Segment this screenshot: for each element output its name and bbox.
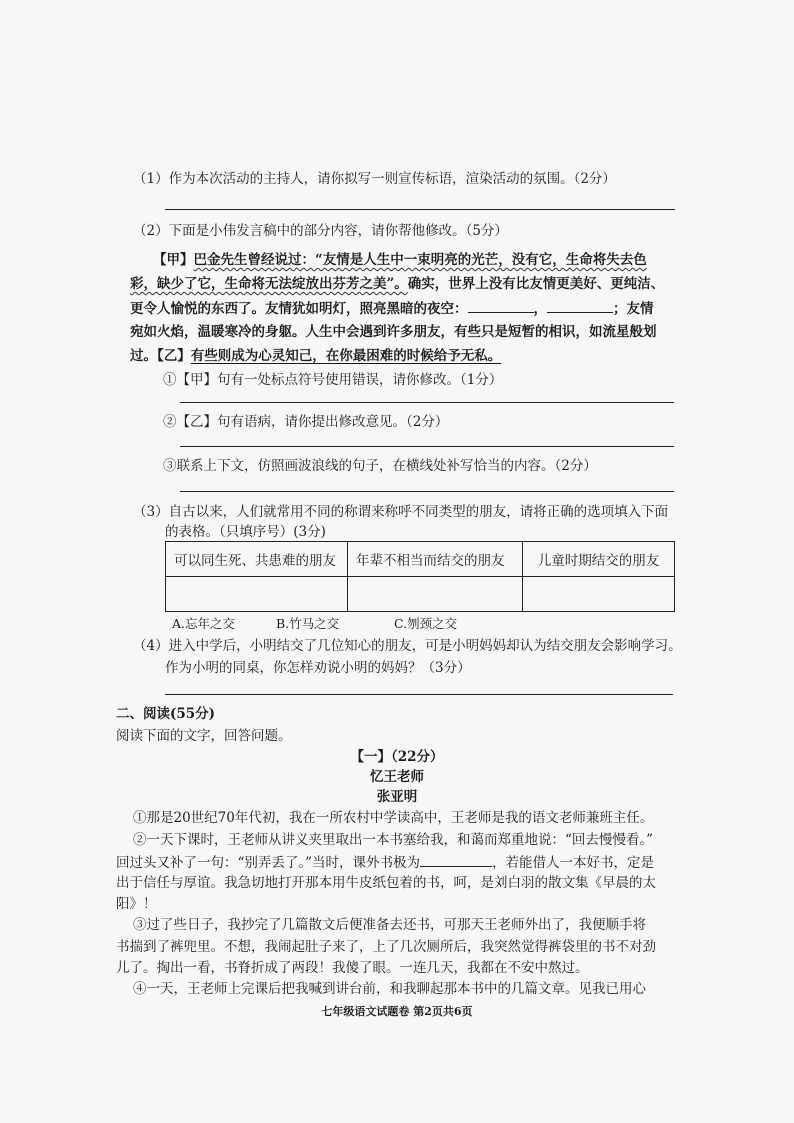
part-label: 【一】（22分）: [350, 749, 444, 765]
paragraph-2-line-1: ②一天下课时，王老师从讲义夹里取出一本书塞给我，和蔼而郑重地说：“回去慢慢看。”: [133, 832, 654, 848]
question-2: （2）下面是小伟发言稿中的部分内容，请你帮他修改。（5分）: [133, 223, 508, 239]
page-footer: 七年级语文试题卷 第2页共6页: [321, 1005, 473, 1018]
sub-question-1: ①【甲】句有一处标点符号使用错误，请你修改。（1分）: [163, 372, 503, 388]
passage-line-3: 更令人愉悦的东西了。友情犹如明灯，照亮黑暗的夜空： ， ；友情: [130, 298, 654, 319]
paragraph-3-line-3: 儿了。掏出一看，书脊折成了两段！我傻了眼。一连几天，我都在不安中熬过。: [116, 960, 589, 976]
section-heading: 二、阅读(55分): [116, 706, 216, 722]
question-3-cont: 的表格。（只填序号）(3分): [165, 524, 326, 540]
option-a: A.忘年之交: [172, 616, 236, 631]
sub-question-3: ③联系上下文，仿照画波浪线的句子，在横线处补写恰当的内容。（2分）: [163, 458, 597, 474]
underlined-sentence-yi: 有些则成为心灵知己，在你最困难的时候给予无私。: [190, 348, 502, 364]
question-1: （1）作为本次活动的主持人，请你拟写一则宣传标语，渲染活动的氛围。（2分）: [133, 171, 616, 187]
fill-blank-3[interactable]: [420, 852, 492, 867]
option-b: B.竹马之交: [276, 616, 340, 631]
paragraph-4-line-1: ④一天，王老师上完课后把我喊到讲台前，和我聊起那本书中的几篇文章。见我已用心: [133, 981, 646, 997]
question-3: （3）自古以来，人们就常用不同的称谓来称呼不同类型的朋友，请将正确的选项填入下面: [133, 504, 669, 520]
answer-line[interactable]: [180, 491, 674, 492]
table-header: 可以同生死、共患难的朋友: [166, 542, 348, 577]
paragraph-2-line-2: 回过头又补了一句：“别弄丢了。”当时，课外书极为 ，若能借人一本好书，定是: [116, 852, 654, 873]
table-header: 年辈不相当而结交的朋友: [348, 542, 523, 577]
answer-line[interactable]: [165, 209, 675, 210]
option-c: C.刎颈之交: [394, 616, 458, 631]
question-4-cont: 作为小明的同桌，你怎样劝说小明的妈妈？（3分）: [165, 660, 471, 676]
wavy-sentence: 巴金先生曾经说过：“友情是人生中一束明亮的光芒，没有它，生命将失去色: [193, 252, 647, 268]
fill-blank-1[interactable]: [468, 298, 534, 313]
article-title: 忆王老师: [370, 769, 424, 785]
paragraph-1: ①那是20世纪70年代初，我在一所农村中学读高中，王老师是我的语文老师兼班主任。: [133, 810, 654, 826]
article-author: 张亚明: [376, 789, 418, 805]
answer-line[interactable]: [165, 694, 673, 695]
answer-line[interactable]: [180, 402, 674, 403]
paragraph-2-line-4: 阳》！: [116, 896, 157, 912]
passage-line-4: 宛如火焰，温暖寒冷的身躯。人生中会遇到许多朋友，有些只是短暂的相识，如流星般划: [130, 324, 657, 340]
section-instruction: 阅读下面的文字，回答问题。: [116, 728, 292, 744]
question-4: （4）进入中学后，小明结交了几位知心的朋友，可是小明妈妈却认为结交朋友会影响学习。: [133, 638, 682, 654]
sub-question-2: ②【乙】句有语病，请你提出修改意见。（2分）: [163, 414, 449, 430]
passage-line-5: 过。【乙】有些则成为心灵知己，在你最困难的时候给予无私。: [130, 348, 502, 364]
wavy-sentence-cont: 彩，缺少了它，生命将无法绽放出芬芳之美”。: [130, 276, 408, 292]
paragraph-3-line-1: ③过了些日子，我抄完了几篇散文后便准备去还书，可那天王老师外出了，我便顺手将: [133, 917, 646, 933]
answer-line[interactable]: [180, 446, 674, 447]
friend-type-table: [165, 541, 675, 612]
table-header-row: [166, 542, 675, 577]
fill-blank-2[interactable]: [547, 298, 613, 313]
tag-jia: 【甲】: [153, 252, 194, 268]
passage-line-1: [153, 250, 647, 270]
passage-line-2: 彩，缺少了它，生命将无法绽放出芬芳之美”。确实，世界上没有比友情更美好、更纯洁、: [130, 276, 665, 292]
answer-cell[interactable]: [523, 577, 675, 612]
answer-cell[interactable]: [348, 577, 523, 612]
paragraph-2-line-3: 出于信任与厚谊。我急切地打开那本用牛皮纸包着的书，呵，是刘白羽的散文集《早晨的太: [116, 875, 656, 891]
table-answer-row: [166, 577, 675, 612]
paragraph-3-line-2: 书揣到了裤兜里。不想，我闹起肚子来了，上了几次厕所后，我突然觉得裤袋里的书不对劲: [116, 939, 656, 955]
table-header: 儿童时期结交的朋友: [523, 542, 675, 577]
answer-cell[interactable]: [166, 577, 348, 612]
